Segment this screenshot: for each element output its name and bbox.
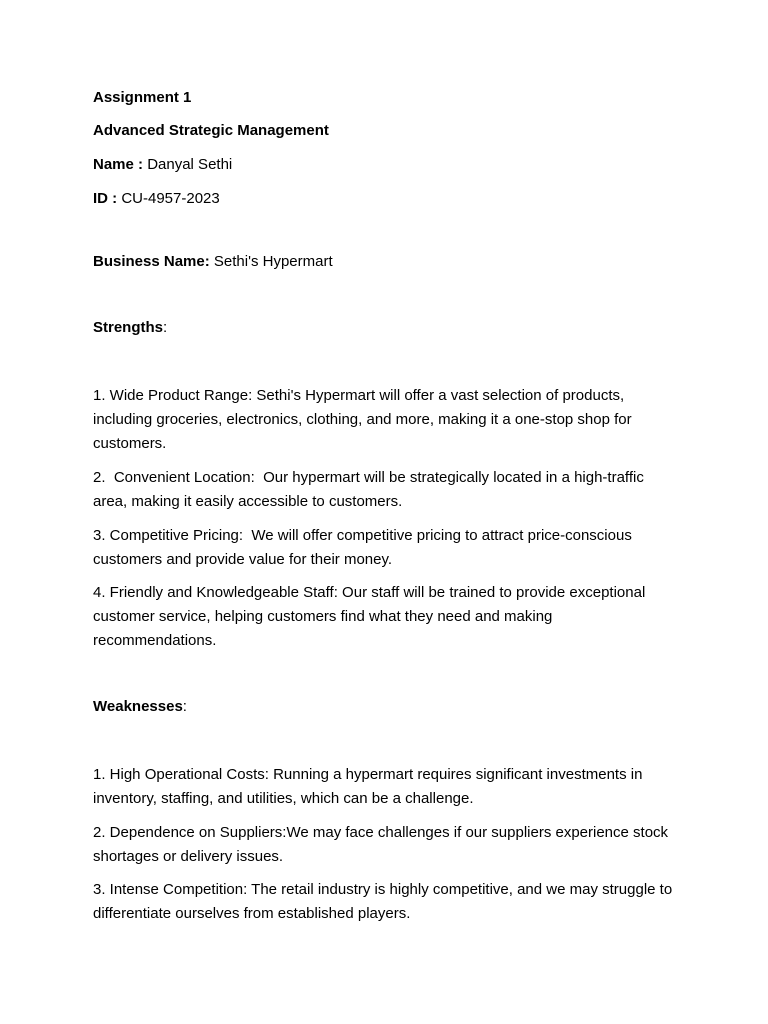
strength-item-text: 3. Competitive Pricing: We will offer competitive pricing to attract price-conscious customers and provide value for their money. — [93, 527, 636, 568]
weakness-item-text: 2. Dependence on Suppliers:We may face challenges if our suppliers experience stock shortages or delivery issues. — [93, 824, 673, 865]
weakness-item — [93, 763, 673, 811]
strength-item-text: 4. Friendly and Knowledgeable Staff: Our staff will be trained to provide exceptional customer service, helping customers find what they need and making recommendations. — [93, 584, 650, 649]
strengths-heading — [93, 318, 167, 338]
weaknesses-heading-colon: : — [182, 698, 187, 715]
weakness-item-text: 1. High Operational Costs: Running a hypermart requires significant investments in inventory, staffing, and utilities, which can be a challenge. — [93, 766, 647, 807]
business-value: Sethi's Hypermart — [209, 253, 333, 270]
course-title: Advanced Strategic Management — [93, 122, 329, 139]
weakness-item-text: 3. Intense Competition: The retail industry is highly competitive, and we may struggle to differentiate ourselves from established players. — [93, 881, 677, 922]
business-name — [93, 252, 333, 272]
name-label: Name : — [93, 156, 144, 173]
strength-item — [93, 466, 673, 514]
id-value: CU-4957-2023 — [117, 190, 220, 207]
strength-item-text: 1. Wide Product Range: Sethi's Hypermart will offer a vast selection of products, including groceries, electronics, clothing, and more, making it a one-stop shop for customers. — [93, 387, 636, 452]
name-value: Danyal Sethi — [143, 156, 233, 173]
student-id — [93, 189, 220, 209]
weaknesses-heading-text: Weaknesses — [93, 698, 183, 715]
weaknesses-heading — [93, 697, 187, 717]
strength-item — [93, 384, 673, 456]
weakness-item — [93, 878, 677, 926]
business-label: Business Name: — [93, 253, 210, 270]
strength-item — [93, 581, 673, 653]
weakness-item — [93, 821, 673, 869]
strengths-heading-colon: : — [163, 319, 168, 336]
strength-item — [93, 524, 673, 572]
strengths-heading-text: Strengths — [93, 319, 164, 336]
assignment-title: Assignment 1 — [93, 89, 192, 106]
student-name — [93, 155, 232, 175]
strength-item-text: 2. Convenient Location: Our hypermart will be strategically located in a high-traffic area, making it easily accessible to customers. — [93, 469, 649, 510]
id-label: ID : — [93, 190, 118, 207]
